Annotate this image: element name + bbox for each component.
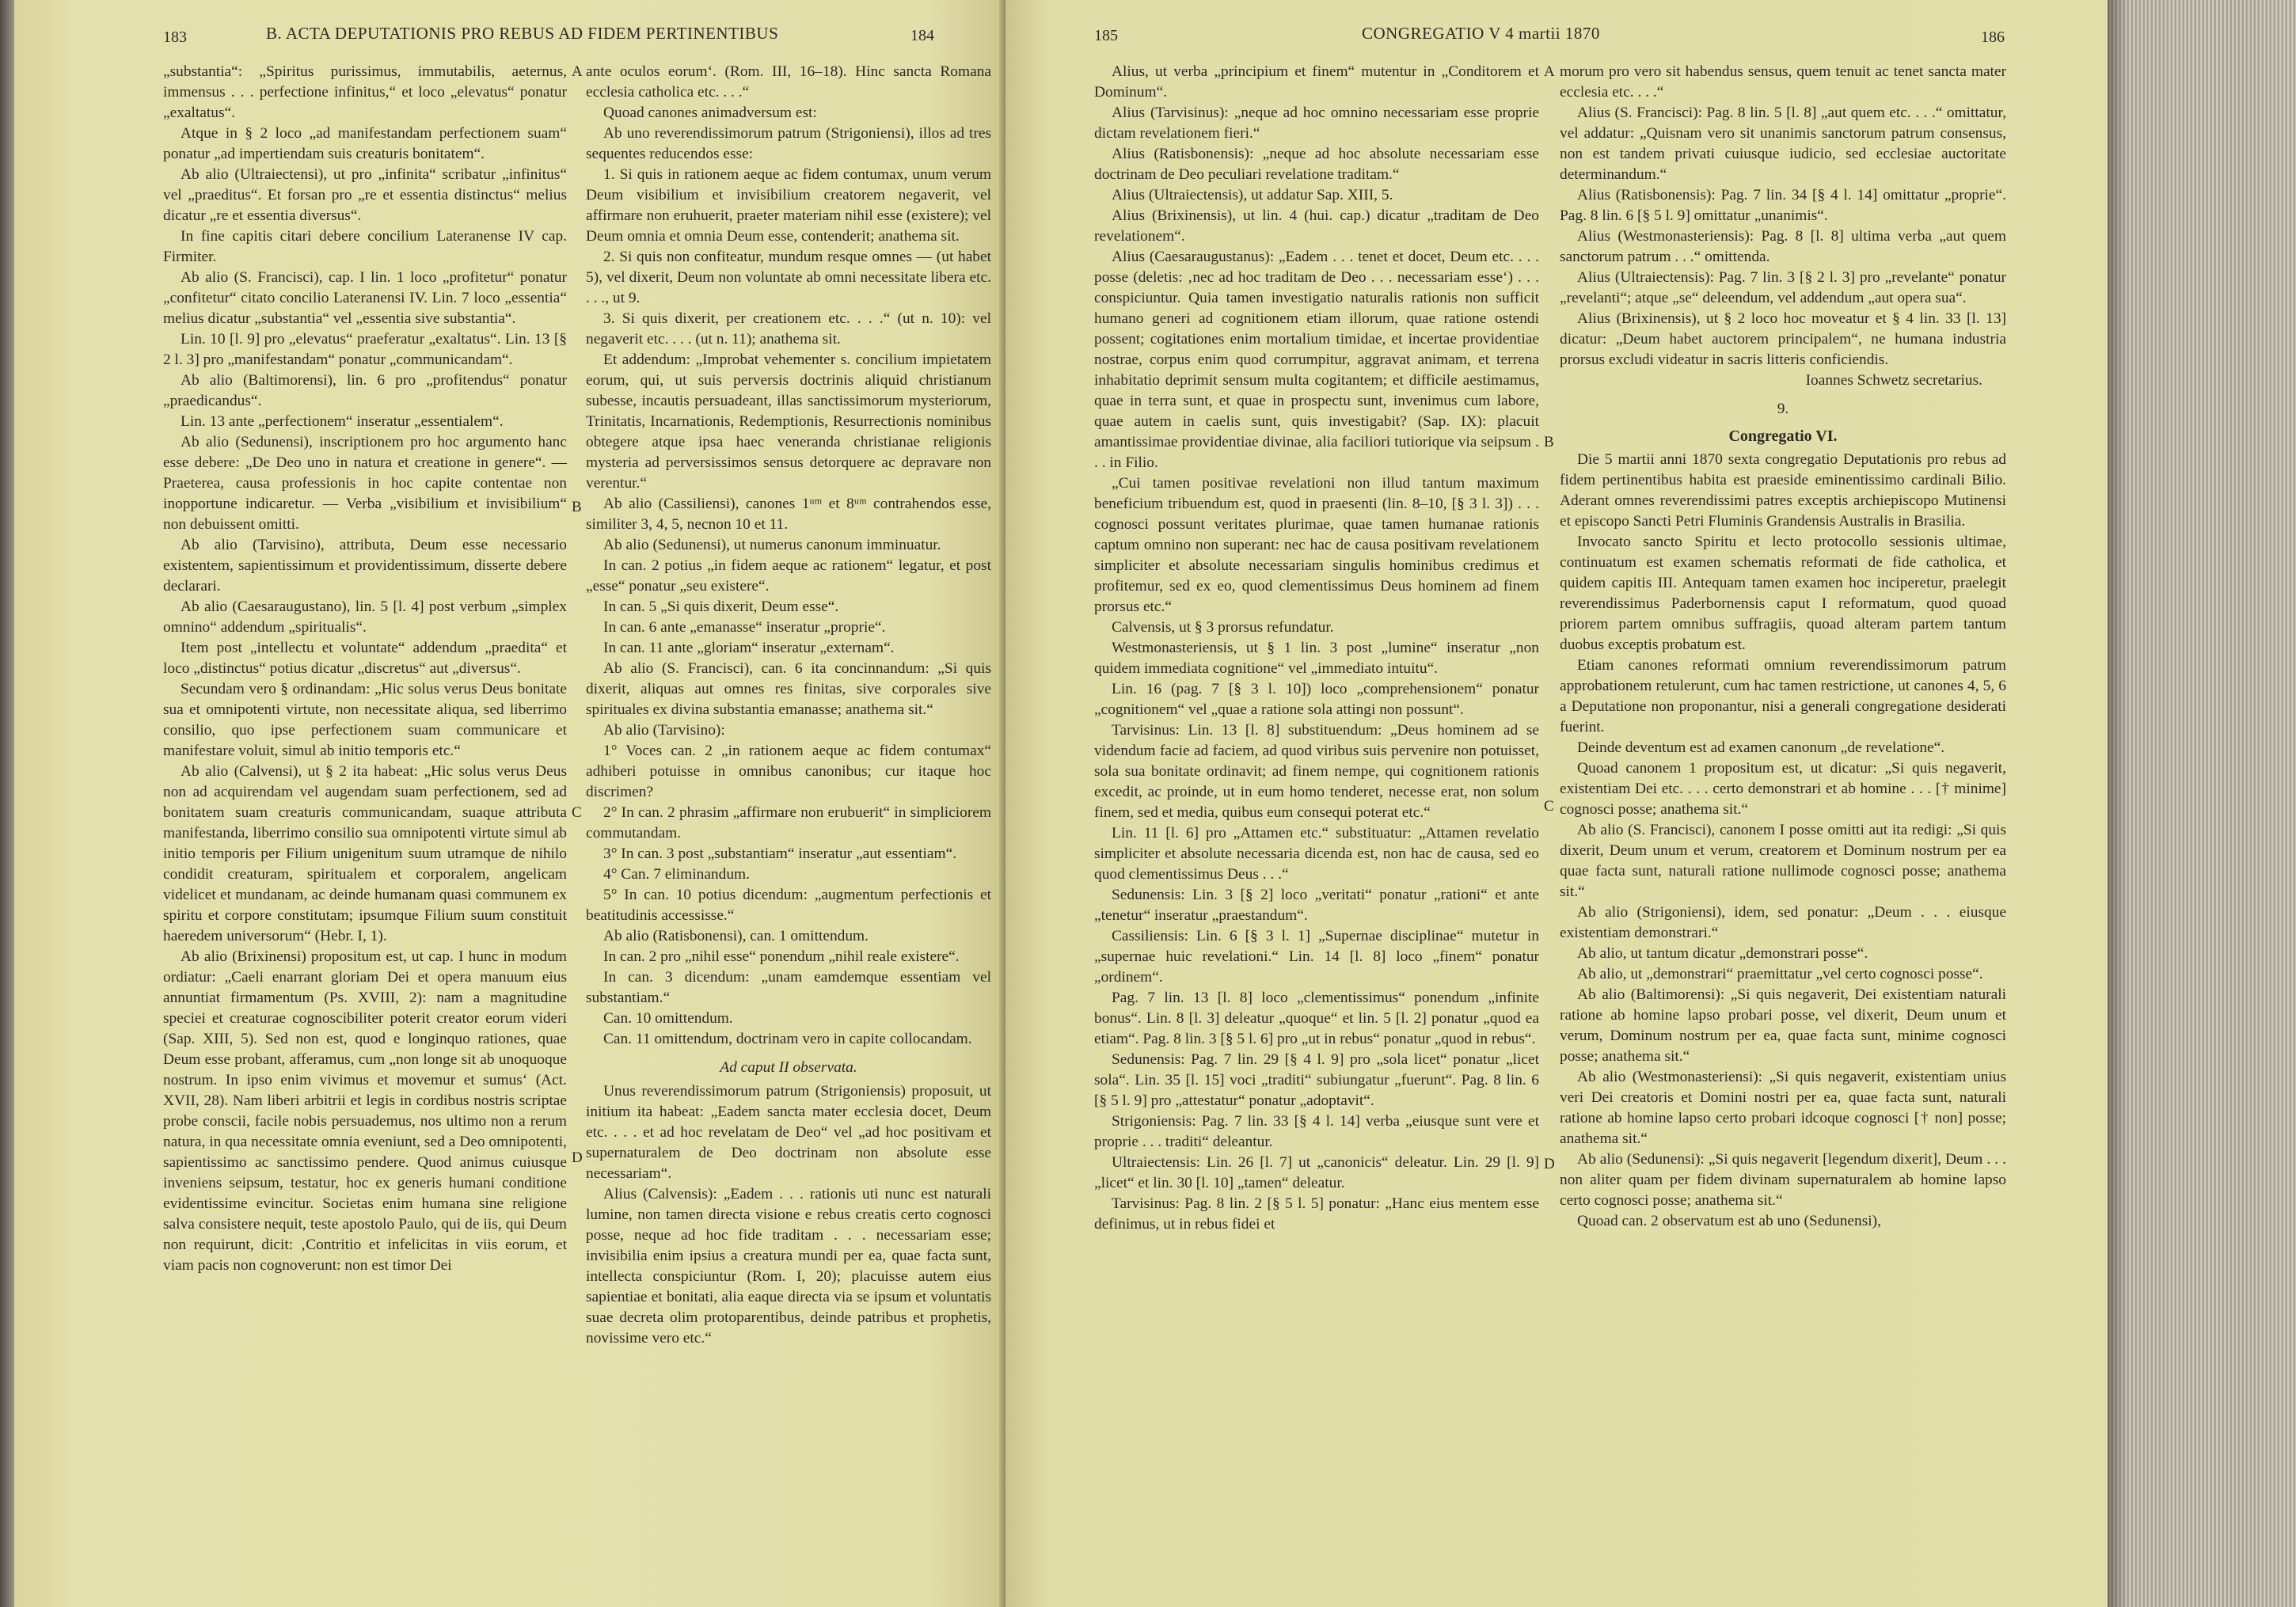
page-number-186: 186	[1981, 28, 2005, 46]
paragraph: Ab alio (Caesaraugustano), lin. 5 [l. 4] post verbum „simplex omnino“ addendum „spiritualis“.	[163, 598, 567, 636]
paragraph: Lin. 13 ante „perfectionem“ inseratur „essentialem“.	[181, 413, 504, 430]
page-number-183: 183	[163, 28, 187, 46]
paragraph: Westmonasteriensis, ut § 1 lin. 3 post „lumine“ inseratur „non quidem immediata cognitione“ vel „immediato intuitu“.	[1094, 640, 1539, 677]
paragraph: Quoad canones animadversum est:	[603, 104, 817, 121]
paragraph: Alius (Brixinensis), ut § 2 loco hoc moveatur et § 4 lin. 33 [l. 13] dicatur: „Deum habet auctorem principalem“, ne humana industria prorsus excludi videatur in sacris litteris conficiendis.	[1560, 310, 2006, 368]
paragraph: Item post „intellectu et voluntate“ addendum „praedita“ et loco „distinctus“ potius dicatur „discretus“ aut „diversus“.	[163, 640, 567, 677]
paragraph: Alius, ut verba „principium et finem“ mutentur in „Conditorem et Dominum“.	[1094, 63, 1539, 101]
left-book-edge	[0, 0, 14, 1607]
paragraph: Et addendum: „Improbat vehementer s. concilium impietatem eorum, qui, ut suis perversis doctrinis aliquid christianum subesse, incautis persuadeant, illas sanctissimorum mysteriorum, Trinitatis, Incarnationis, Redemptionis, Resurrectionis nominibus obtegere atque ipsa haec veneranda christianae religionis mysteria ad perversissimos sensus detorquere ac depravare non verentur.“	[586, 351, 991, 492]
paragraph: Unus reverendissimorum patrum (Strigoniensis) proposuit, ut initium ita habeat: „Eadem sancta mater ecclesia docet, Deum etc. . . . et ad hoc revelatam de Deo“ vel „ad hoc positivam et supernaturalem de Deo doctrinam non absolute esse necessariam“.	[586, 1083, 991, 1182]
running-head-left: B. ACTA DEPUTATIONIS PRO REBUS AD FIDEM PERTINENTIBUS	[266, 24, 779, 43]
paragraph: „substantia“: „Spiritus purissimus, immutabilis, aeternus, immensus . . . perfectione infinitus,“ et loco „elevatus“ ponatur „exaltatus“.	[163, 63, 567, 121]
paragraph: In can. 2 pro „nihil esse“ ponendum „nihil reale existere“.	[603, 948, 960, 965]
page-number-185: 185	[1094, 27, 1118, 44]
paragraph: Alius (Ultraiectensis): Pag. 7 lin. 3 [§ 2 l. 3] pro „revelante“ ponatur „revelanti“; atque „se“ deleendum, vel addendum „aut opera sua“.	[1560, 269, 2006, 306]
secretary-signature: Ioannes Schwetz secretarius.	[1805, 372, 1982, 389]
section-heading-caput-ii: Ad caput II observata.	[720, 1059, 857, 1076]
paragraph: Tarvisinus: Pag. 8 lin. 2 [§ 5 l. 5] ponatur: „Hanc eius mentem esse definimus, ut in rebus fidei et	[1094, 1195, 1539, 1233]
paragraph: Ab uno reverendissimorum patrum (Strigoniensi), illos ad tres sequentes reducendos esse:	[586, 125, 991, 162]
paragraph: Sedunensis: Pag. 7 lin. 29 [§ 4 l. 9] pro „sola licet“ ponatur „licet sola“. Lin. 35 [l. 15] voci „traditi“ subiungatur „fuerunt“. Pag. 8 lin. 6 [§ 5 l. 9] pro „attestatur“ ponatur „adoptavit“.	[1094, 1051, 1539, 1109]
paragraph: Ab alio (Brixinensi) propositum est, ut cap. I hunc in modum ordiatur: „Caeli enarrant gloriam Dei et opera manuum eius annuntiat firmamentum (Ps. XVIII, 2): nam a magnitudine speciei et creaturae cognoscibiliter poterit creator eorum videri (Sap. XIII, 5). Sed non est, quod e longinquo rationes, quae Deum esse probant, afferamus, cum „non longe sit ab unoquoque nostrum. In ipso enim vivimus et movemur et sumus‘ (Act. XVII, 28). Nam liberi arbitrii et legis in cordibus nostris scriptae probe conscii, facile nobis persuademus, nos ultimo non a rerum natura, in qua necessitate omnia eveniunt, sed a Deo omnipotenti, sapientissimo ac sanctissimo pendere. Quod animus cuiusque inveniens seipsum, testatur, hoc ex generis humani conditione evidentissime evincitur. Societas enim humana sine religione salva consistere nequit, teste apostolo Paulo, qui de iis, qui Deum non requirunt, dicit: ‚Contritio et infelicitas in viis eorum, et viam pacis non cognoverunt: non est timor Dei	[163, 948, 567, 1274]
column-2-continuation: ante oculos eorum‘. (Rom. III, 16–18). Hinc sancta Romana ecclesia catholica etc. . . .“	[586, 63, 991, 101]
paragraph: In fine capitis citari debere concilium Lateranense IV cap. Firmiter.	[163, 228, 567, 265]
margin-letter-c: C	[1544, 798, 1554, 815]
paragraph: Atque in § 2 loco „ad manifestandam perfectionem suam“ ponatur „ad impertiendam suis creaturis bonitatem“.	[163, 125, 567, 162]
paragraph: Ab alio (Tarvisino):	[603, 722, 725, 739]
right-page-column-2	[1560, 62, 2006, 1232]
paragraph: „Cui tamen positivae revelationi non illud tantum maximum beneficium tribuendum est, quod in praesenti (lin. 8–10, [§ 3 l. 3]) . . . cognosci possunt veritates plurimae, quae tamen humanae rationis captum omnino non superant: nec hac de causa positivam revelationem simpliciter et absolute necessariam singulis hominibus credimus et profitemur, sed ex eo, quod clementissimus Deus hominem ad finem prorsus etc.“	[1094, 475, 1539, 615]
paragraph: Lin. 16 (pag. 7 [§ 3 l. 10]) loco „comprehensionem“ ponatur „cognitionem“ vel „quae a ratione sola attingi non possunt“.	[1094, 681, 1539, 718]
paragraph: Ab alio (Tarvisino), attributa, Deum esse necessario existentem, sapientissimum et providentissimum, disserte debere declarari.	[163, 537, 567, 595]
paragraph: Alius (Westmonasteriensis): Pag. 8 [l. 8] ultima verba „aut quem sanctorum patrum . . .“ omittenda.	[1560, 228, 2006, 265]
paragraph: Alius (Calvensis): „Eadem . . . rationis uti nunc est naturali lumine, non tamen directa visione e rebus creatis certo cognosci posse, neque ad hoc fide traditam . . . necessariam esse; invisibilia enim ipsius a creatura mundi per ea, quae facta sunt, intellecta conspiciuntur (Rom. I, 20); placuisse autem eius sapientiae et bonitati, alia eaque directa via se ipsum et voluntatis suae decreta olim protoparentibus, deinde patribus et prophetis, novissime vero etc.“	[586, 1186, 991, 1347]
paragraph: Ab alio (Sedunensi), ut numerus canonum imminuatur.	[603, 537, 941, 553]
paragraph: 1° Voces can. 2 „in rationem aeque ac fidem contumax“ adhiberi potuisse in omnibus canonibus; cur itaque hoc discrimen?	[586, 743, 991, 800]
paragraph: Quoad can. 2 observatum est ab uno (Sedunensi),	[1577, 1213, 1881, 1229]
paragraph: Tarvisinus: Lin. 13 [l. 8] substituendum: „Deus hominem ad se videndum facie ad faciem, ad quod viribus suis pervenire non potuisset, sola sua bonitate ordinavit; ad finem nempe, qui cognitionem rationis excedit, ac proinde, ut in eum homo tenderet, necesse erat, non solum finem, sed et media, quibus eum consequi poterat etc.“	[1094, 722, 1539, 821]
page-number-184: 184	[910, 27, 934, 44]
paragraph: Lin. 11 [l. 6] pro „Attamen etc.“ substituatur: „Attamen revelatio simpliciter et absolute necessaria dicenda est, non hac de causa, sed eo quod clementissimus Deus . . .“	[1094, 825, 1539, 883]
paragraph: 2° In can. 2 phrasim „affirmare non erubuerit“ in simpliciorem commutandam.	[586, 804, 991, 841]
left-page	[14, 0, 1005, 1607]
paragraph: 3° In can. 3 post „substantiam“ inseratur „aut essentiam“.	[603, 845, 957, 862]
right-page	[1005, 0, 2108, 1607]
paragraph: Alius (Tarvisinus): „neque ad hoc omnino necessariam esse proprie dictam revelationem fieri.“	[1094, 104, 1539, 142]
right-page-column-1	[1094, 62, 1539, 1235]
paragraph: Quoad canonem 1 propositum est, ut dicatur: „Si quis negaverit, existentiam Dei etc. . . . certo demonstrari et ab homine . . . [† minime] cognosci posse; anathema sit.“	[1560, 760, 2006, 818]
paragraph: Ab alio (S. Francisci), canonem I posse omitti aut ita redigi: „Si quis dixerit, Deum unum et verum, creatorem et Dominum nostrum per ea quae facta sunt, naturali ratione nullimode cognosci posse; anathema sit.“	[1560, 822, 2006, 900]
margin-letter-a: A	[1544, 63, 1555, 80]
paragraph: Ab alio (Calvensi), ut § 2 ita habeat: „Hic solus verus Deus non ad acquirendam vel augendam suam perfectionem, sed ad bonitatem suam creaturis communicandam, suaque attributa manifestanda, liberrimo consilio sua omnipotenti virtute simul ab initio temporis per Filium unigenitum suum utramque de nihilo condidit creaturam, spiritualem et corporalem, angelicam videlicet et mundanam, ac deinde humanam quasi communem ex spiritu et corpore constitutam; ipsumque Filium suum constituit haeredem universorum“ (Hebr. I, 1).	[163, 763, 567, 944]
paragraph: 2. Si quis non confiteatur, mundum resque omnes — (ut habet 5), vel dixerit, Deum non voluntate ab omni necessitate libera etc. . . ., ut 9.	[586, 249, 991, 306]
paragraph: Can. 11 omittendum, doctrinam vero in capite collocandam.	[603, 1031, 972, 1047]
paragraph: Ab alio, ut tantum dicatur „demonstrari posse“.	[1577, 945, 1868, 962]
paragraph: Ab alio, ut „demonstrari“ praemittatur „vel certo cognosci posse“.	[1577, 966, 1983, 982]
margin-letter-c: C	[572, 804, 582, 821]
section-title-congregatio-vi: Congregatio VI.	[1728, 427, 1838, 445]
paragraph: Alius (Caesaraugustanus): „Eadem . . . tenet et docet, Deum etc. . . . posse (deletis: ‚nec ad hoc traditam de Deo . . . necessariam esse‘) . . . conspiciuntur. Quia tamen investigatio naturalis rationis non sufficit humano generi ad cognitionem etiam illorum, quae ratione ostendi possent; cogitationes enim mortalium timidae, et incertae providentiae nostrae, corpus enim quod corrumpitur, aggravat animam, et terrena inhabitatio deprimit sensum multa cogitantem; et difficile aestimamus, quae in terra sunt, et quae in prospectu sunt, invenimus cum labore, quae autem in caelis sunt, quis investigabit? (Sap. IX): placuit amantissimae providentiae divinae, alia faciliori tutiorique via seipsum . . . in Filio.	[1094, 249, 1539, 471]
paragraph: Can. 10 omittendum.	[603, 1010, 733, 1027]
paragraph: In can. 11 ante „gloriam“ inseratur „externam“.	[603, 640, 895, 656]
paragraph: In can. 6 ante „emanasse“ inseratur „proprie“.	[603, 619, 886, 636]
paragraph: Deinde deventum est ad examen canonum „de revelatione“.	[1577, 739, 1945, 756]
margin-letter-d: D	[572, 1149, 583, 1166]
paragraph: Ab alio (Baltimorensi), lin. 6 pro „profitendus“ ponatur „praedicandus“.	[163, 372, 567, 409]
paragraph: 3. Si quis dixerit, per creationem etc. . . .“ (ut n. 10): vel negaverit etc. . . . (ut n. 11); anathema sit.	[586, 310, 991, 348]
paragraph: In can. 3 dicendum: „unam eamdemque essentiam vel substantiam.“	[586, 969, 991, 1006]
paragraph: In can. 2 potius „in fidem aeque ac rationem“ legatur, et post „esse“ ponatur „seu existere“.	[586, 557, 991, 595]
book-fore-edge	[2108, 0, 2296, 1607]
paragraph: Calvensis, ut § 3 prorsus refundatur.	[1112, 619, 1334, 636]
margin-letter-d: D	[1544, 1156, 1555, 1172]
paragraph: Invocato sancto Spiritu et lecto protocollo sessionis ultimae, continuatum est examen schematis reformati de fide catholica, et quidem capitis III. Antequam tamen examen hoc inciperetur, praelegit reverendissimus Paderbornensis caput I reformatum, quod quoad priorem partem omnibus suffragiis, quoad alteram partem tantum duobus exceptis probatum est.	[1560, 534, 2006, 653]
paragraph: Ab alio (Westmonasteriensi): „Si quis negaverit, existentiam unius veri Dei creatoris et Domini nostri per ea, quae facta sunt, naturali ratione ab homine lapso certo probari idcoque cognosci [† non] posse; anathema sit.“	[1560, 1069, 2006, 1147]
paragraph: Alius (Brixinensis), ut lin. 4 (hui. cap.) dicatur „traditam de Deo revelationem“.	[1094, 207, 1539, 245]
paragraph: Die 5 martii anni 1870 sexta congregatio Deputationis pro rebus ad fidem pertinentibus habita est praeside eminentissimo cardinali Bilio. Aderant omnes reverendissimi patres exceptis archiepiscopo Mutinensi et episcopo Sancti Petri Fluminis Grandensis Australis in Brasilia.	[1560, 451, 2006, 530]
paragraph: Alius (Ultraiectensis), ut addatur Sap. XIII, 5.	[1112, 187, 1393, 203]
paragraph: Ab alio (Sedunensi): „Si quis negaverit [legendum dixerit], Deum . . . non aliter quam per fidem divinam supernaturalem ab homine lapso certo cognosci posse; anathema sit.“	[1560, 1151, 2006, 1209]
paragraph: Ultraiectensis: Lin. 26 [l. 7] ut „canonicis“ deleatur. Lin. 29 [l. 9] „licet“ et lin. 30 [l. 10] „tamen“ deleatur.	[1094, 1154, 1539, 1191]
paragraph: In can. 5 „Si quis dixerit, Deum esse“.	[603, 598, 839, 615]
paragraph: Ab alio (S. Francisci), cap. I lin. 1 loco „profitetur“ ponatur „confitetur“ citato concilio Lateranensi IV. Lin. 7 loco „essentia“ melius dicatur „substantia“ vel „essentia sive substantia“.	[163, 269, 567, 327]
paragraph: Alius (Ratisbonensis): Pag. 7 lin. 34 [§ 4 l. 14] omittatur „proprie“. Pag. 8 lin. 6 [§ 5 l. 9] omittatur „unanimis“.	[1560, 187, 2006, 224]
paragraph: Pag. 7 lin. 13 [l. 8] loco „clementissimus“ ponendum „infinite bonus“. Lin. 8 [l. 3] deleatur „quoque“ et lin. 5 [l. 2] ponatur „quod ea etiam“. Pag. 8 lin. 3 [§ 5 l. 6] pro „ut in rebus“ ponatur „quod in rebus“.	[1094, 990, 1539, 1047]
left-page-column-2	[586, 62, 991, 1349]
left-page-column-1	[163, 62, 567, 1276]
paragraph: Sedunensis: Lin. 3 [§ 2] loco „veritati“ ponatur „rationi“ et ante „tenetur“ inseratur „praestandum“.	[1094, 887, 1539, 924]
paragraph: 4° Can. 7 eliminandum.	[603, 866, 750, 883]
paragraph: Secundam vero § ordinandam: „Hic solus verus Deus bonitate sua et omnipotenti virtute, non necessitate aliqua, sed liberrimo consilio, quo ipse perfectionem suam communicare et manifestare voluit, simul ab initio temporis etc.“	[163, 681, 567, 759]
paragraph: Alius (Ratisbonensis): „neque ad hoc absolute necessariam esse doctrinam de Deo peculiari revelatione traditam.“	[1094, 146, 1539, 183]
fore-edge-shadow	[2108, 0, 2128, 1607]
paragraph: Strigoniensis: Pag. 7 lin. 33 [§ 4 l. 14] verba „eiusque sunt vere et proprie . . . traditi“ deleantur.	[1094, 1113, 1539, 1150]
paragraph: Ab alio (Ratisbonensi), can. 1 omittendum.	[603, 928, 869, 944]
paragraph: Ab alio (Sedunensi), inscriptionem pro hoc argumento hanc esse debere: „De Deo uno in natura et creatione in genere“. — Praeterea, causa professionis in hoc capite contentae non inopportune indicaretur. — Verba „visibilium et invisibilium“ non debuissent omitti.	[163, 434, 567, 533]
margin-letter-a: A	[572, 63, 583, 80]
paragraph: Ab alio (S. Francisci), can. 6 ita concinnandum: „Si quis dixerit, aliquas aut omnes res finitas, sive corporales sive spirituales ex divina substantia emanasse; anathema sit.“	[586, 660, 991, 718]
paragraph: Ab alio (Ultraiectensi), ut pro „infinita“ scribatur „infinitus“ vel „praeditus“. Et forsan pro „re et essentia distinctus“ melius dicatur „re et essentia diversus“.	[163, 166, 567, 224]
paragraph: Ab alio (Strigoniensi), idem, sed ponatur: „Deum . . . eiusque existentiam demonstrari.“	[1560, 904, 2006, 941]
margin-letter-b: B	[1544, 434, 1554, 450]
paragraph: Lin. 10 [l. 9] pro „elevatus“ praeferatur „exaltatus“. Lin. 13 [§ 2 l. 3] pro „manifestandam“ ponatur „communicandam“.	[163, 331, 567, 368]
paragraph: 1. Si quis in rationem aeque ac fidem contumax, unum verum Deum visibilium et invisibilium creatorem negaverit, vel affirmare non eruhuerit, praeter materiam nihil esse (existere); vel Deum omnia et omnia Deum esse, contenderit; anathema sit.	[586, 166, 991, 245]
running-head-right: CONGREGATIO V 4 martii 1870	[1362, 24, 1600, 43]
paragraph: Ab alio (Cassiliensi), canones 1ᵘᵐ et 8ᵘᵐ contrahendos esse, similiter 3, 4, 5, necnon 10 et 11.	[586, 496, 991, 533]
paragraph: Ab alio (Baltimorensi): „Si quis negaverit, Dei existentiam naturali ratione ab homine lapso probari posse, vel dixerit, Deum unum et verum, Dominum nostrum per ea, quae facta sunt, minime cognosci posse; anathema sit.“	[1560, 986, 2006, 1065]
paragraph: Cassiliensis: Lin. 6 [§ 3 l. 1] „Supernae disciplinae“ mutetur in „supernae huic revelationi.“ Lin. 14 [l. 8] loco „finem“ ponatur „ordinem“.	[1094, 928, 1539, 986]
margin-letter-b: B	[572, 499, 582, 515]
paragraph: Etiam canones reformati omnium reverendissimorum patrum approbationem retulerunt, cum hac tamen restrictione, ut canones 4, 5, 6 a Deputatione non proponantur, nisi a generali congregatione desiderati fuerint.	[1560, 657, 2006, 735]
paragraph: Alius (S. Francisci): Pag. 8 lin. 5 [l. 8] „aut quem etc. . . .“ omittatur, vel addatur: „Quisnam vero sit unanimis sanctorum patrum consensus, non est tandem privati cuiusque iudicio, sed ecclesiae auctoritate determinandum.“	[1560, 104, 2006, 183]
paragraph: 5° In can. 10 potius dicendum: „augmentum perfectionis et beatitudinis accessisse.“	[586, 887, 991, 924]
section-number: 9.	[1777, 401, 1789, 417]
paragraph: morum pro vero sit habendus sensus, quem tenuit ac tenet sancta mater ecclesia etc. . . .“	[1560, 63, 2006, 101]
